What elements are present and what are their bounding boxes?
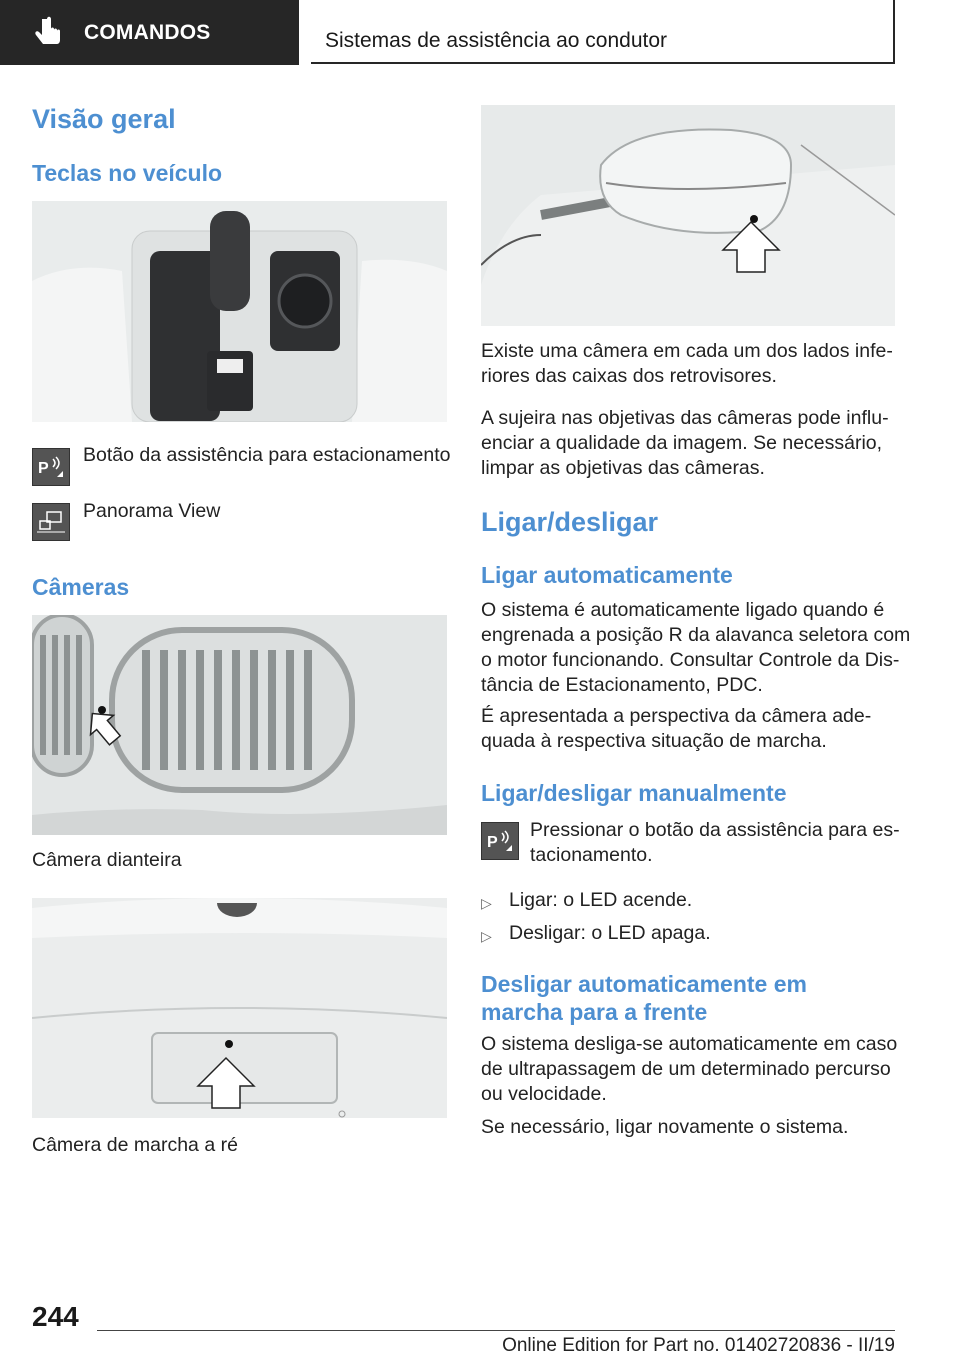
front-camera-image (32, 615, 447, 835)
heading-auto-off (481, 970, 807, 1026)
key-item-label: Botão da assistência para estacionamento (83, 444, 451, 466)
heading-overview: Visão geral (32, 104, 176, 134)
bullet-item: Ligar: o LED acende. (509, 889, 693, 911)
text-line: A sujeira nas objetivas das câmeras pode influ- (481, 407, 889, 429)
text-line: de ultrapassagem de um determinado percurso (481, 1058, 891, 1080)
heading-auto-on: Ligar automaticamente (481, 562, 733, 588)
auto-on-text (481, 598, 910, 698)
bullet-triangle-icon: ▷ (481, 928, 492, 944)
mirror-camera-text (481, 339, 893, 389)
heading-cameras: Câmeras (32, 574, 130, 600)
text-line: o motor funcionando. Consultar Controle da Dis- (481, 649, 900, 671)
bullet-item: Desligar: o LED apaga. (509, 922, 711, 944)
chapter-label: COMANDOS (84, 20, 211, 44)
text-line: Pressionar o botão da assistência para es- (530, 819, 900, 841)
hand-pointer-icon (28, 13, 68, 53)
parking-assistant-icon (481, 822, 519, 860)
heading-line: marcha para a frente (481, 999, 708, 1025)
text-line: tância de Estacionamento, PDC. (481, 674, 763, 696)
text-line: ou velocidade. (481, 1083, 607, 1105)
auto-off-text (481, 1032, 897, 1107)
heading-line: Desligar automaticamente em (481, 971, 807, 997)
front-camera-caption: Câmera dianteira (32, 849, 182, 871)
text-line: quada à respectiva situação de marcha. (481, 730, 827, 752)
panorama-view-icon (32, 503, 70, 541)
auto-on-perspective-text (481, 704, 871, 754)
rear-camera-caption: Câmera de marcha a ré (32, 1134, 238, 1156)
text-line: enciar a qualidade da imagem. Se necessário, (481, 432, 883, 454)
text-line: O sistema é automaticamente ligado quando é (481, 599, 885, 621)
mirror-camera-image (481, 105, 895, 326)
text-line: tacionamento. (530, 844, 653, 866)
center-console-image (32, 201, 447, 422)
text-line: É apresentada a perspectiva da câmera ade- (481, 705, 872, 727)
section-header (311, 0, 895, 64)
key-item-label: Panorama View (83, 500, 221, 522)
svg-text:P: P (487, 834, 498, 851)
footer-divider (97, 1330, 895, 1331)
text-line: limpar as objetivas das câmeras. (481, 457, 765, 479)
text-line: Existe uma câmera em cada um dos lados infe- (481, 340, 893, 362)
edition-info: Online Edition for Part no. 01402720836 - II/19 (502, 1335, 895, 1356)
page-number: 244 (32, 1301, 79, 1332)
auto-off-restart-text: Se necessário, ligar novamente o sistema. (481, 1116, 849, 1138)
section-title: Sistemas de assistência ao condutor (325, 29, 668, 52)
rear-camera-image (32, 898, 447, 1118)
svg-text:P: P (38, 460, 49, 477)
heading-manual: Ligar/desligar manualmente (481, 780, 787, 806)
text-line: O sistema desliga-se automaticamente em caso (481, 1033, 898, 1055)
text-line: engrenada a posição R da alavanca seletora com (481, 624, 911, 646)
heading-on-off: Ligar/desligar (481, 507, 659, 537)
text-line: riores das caixas dos retrovisores. (481, 365, 777, 387)
chapter-tab[interactable] (0, 0, 299, 65)
bullet-triangle-icon: ▷ (481, 895, 492, 911)
heading-vehicle-keys: Teclas no veículo (32, 160, 223, 186)
lens-dirt-text (481, 406, 889, 481)
parking-assistant-icon (32, 448, 70, 486)
manual-text (530, 818, 900, 868)
